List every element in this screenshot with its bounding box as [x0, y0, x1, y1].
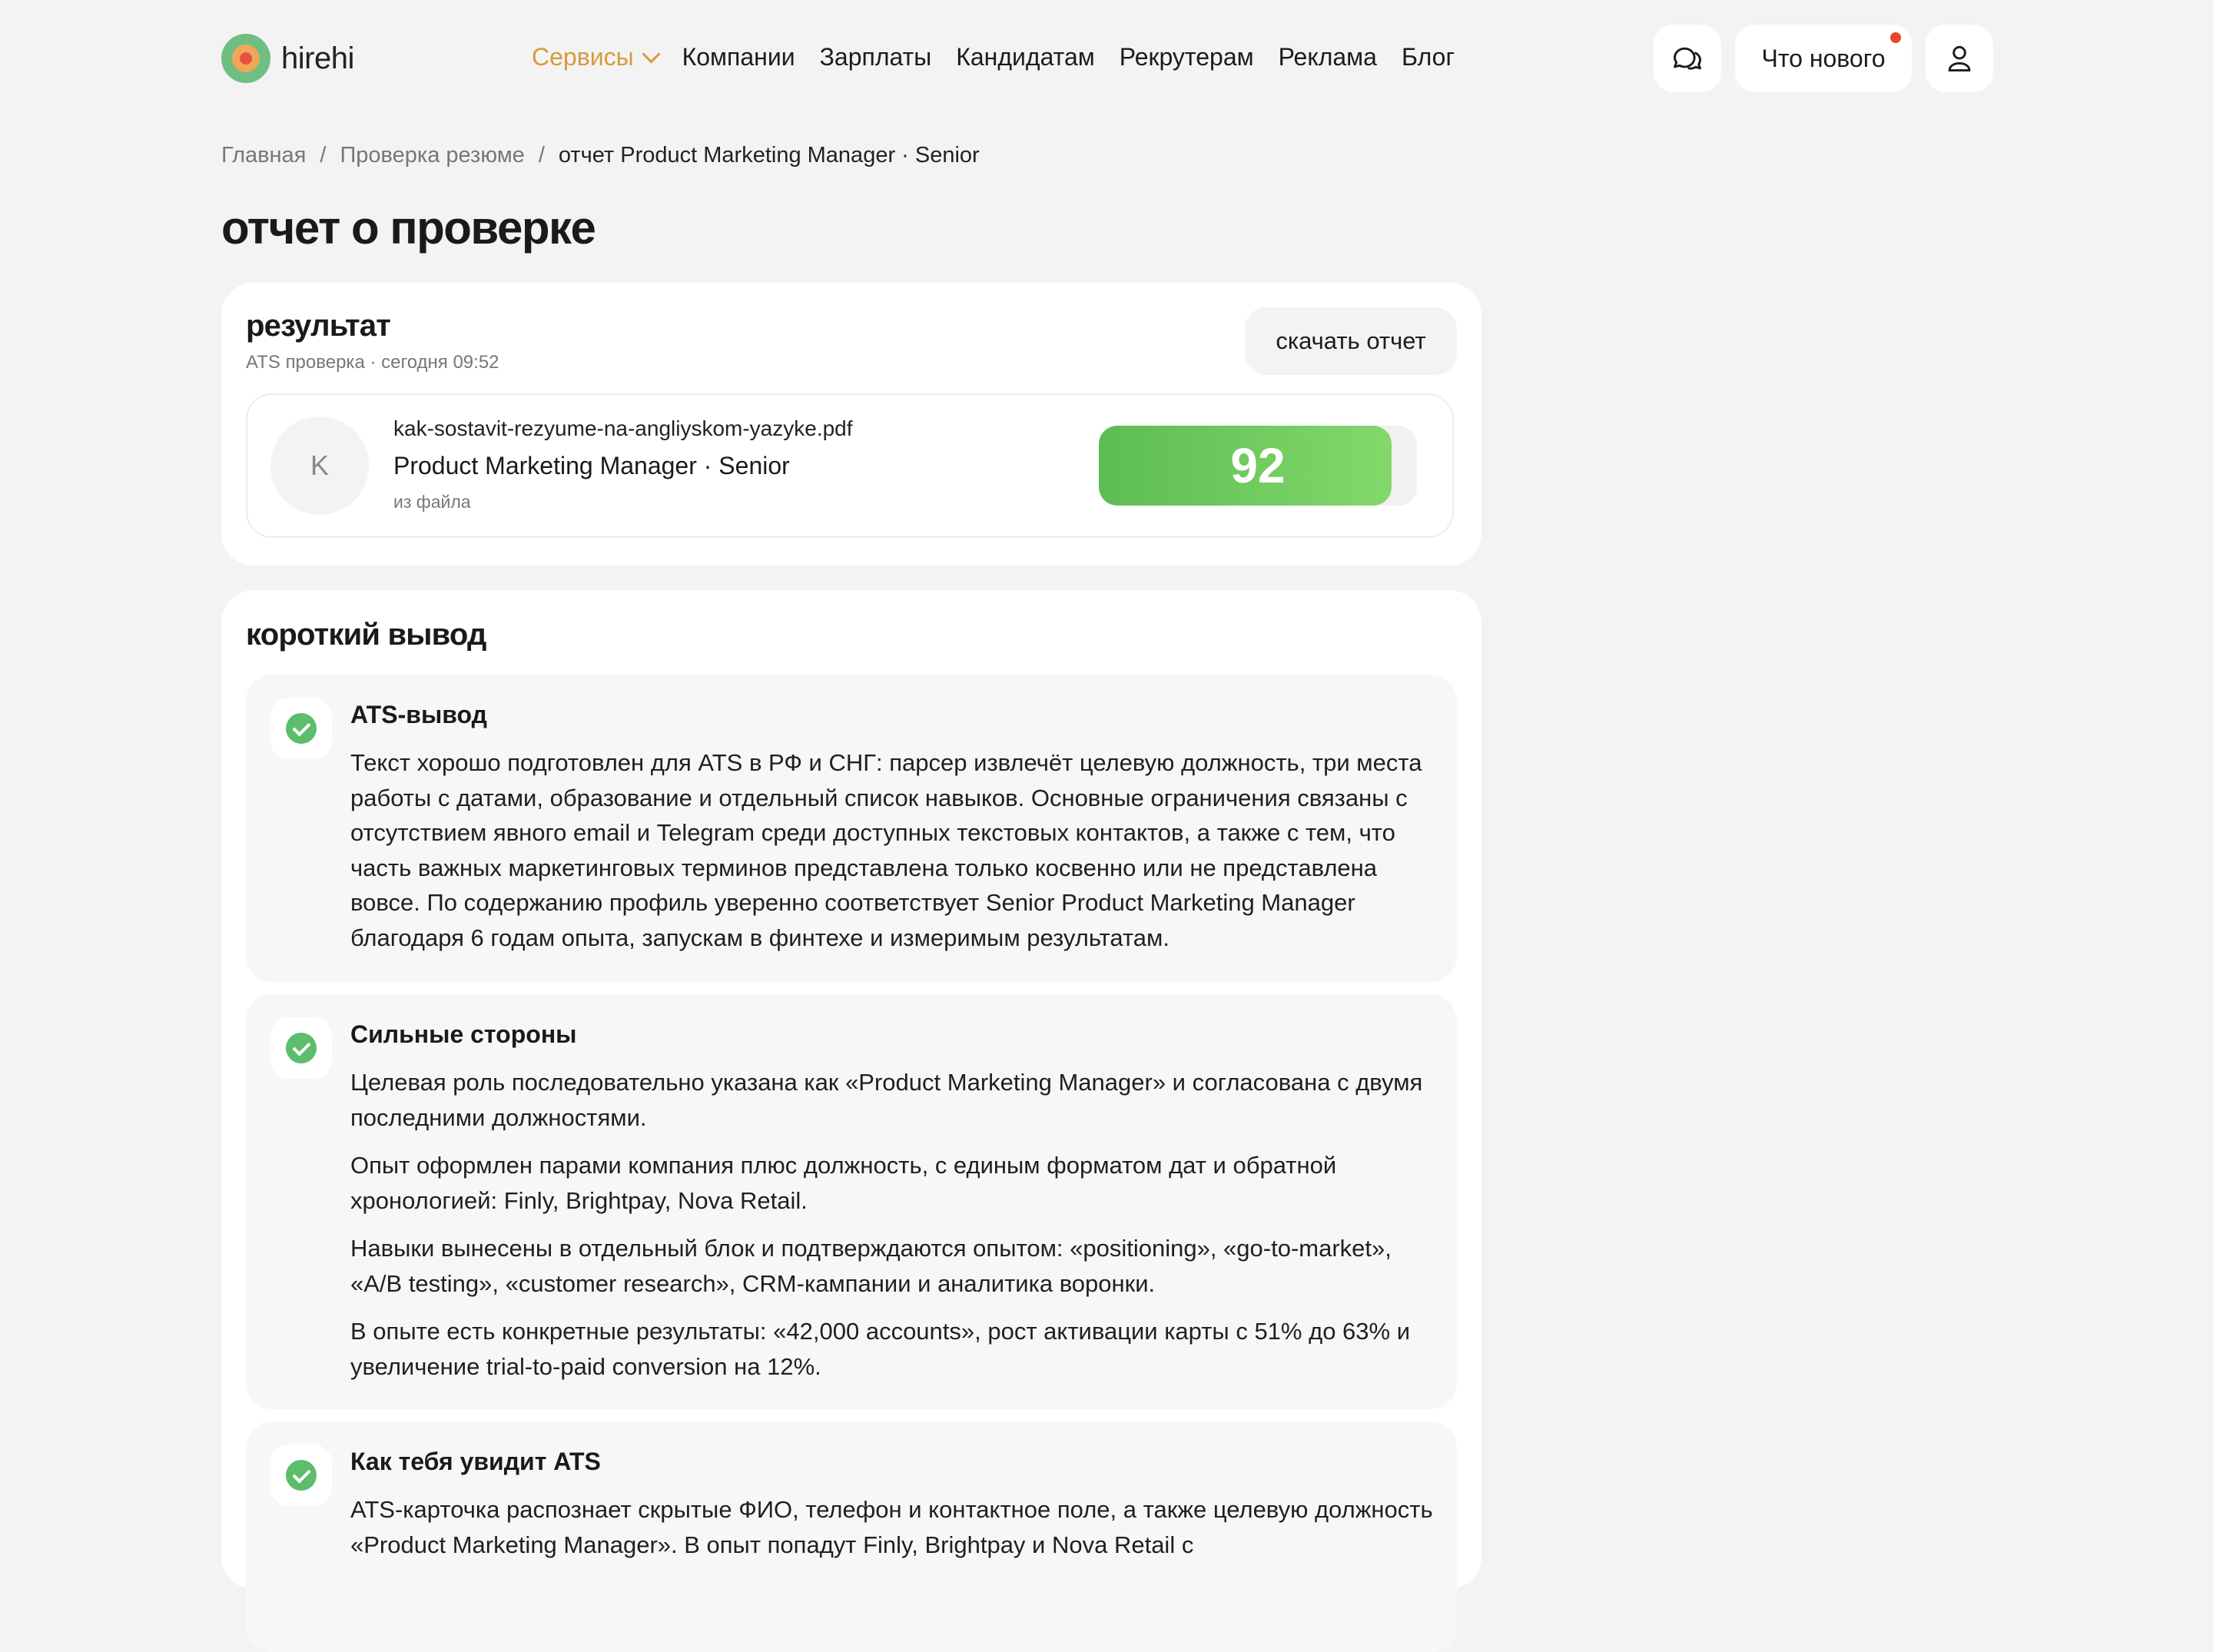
profile-button[interactable] — [1926, 25, 1993, 92]
file-role: Product Marketing Manager · Senior — [393, 452, 790, 479]
section-body — [350, 1492, 1434, 1575]
score-bar — [1099, 426, 1417, 506]
section-paragraph: Опыт оформлен парами компания плюс должность, с единым форматом дат и обратной хронологией: Finly, Brightpay, Nova Retail. — [350, 1152, 1337, 1214]
breadcrumb-separator: / — [320, 143, 327, 168]
breadcrumb-current: отчет Product Marketing Manager · Senior — [558, 143, 980, 168]
check-icon — [286, 1460, 317, 1491]
section-paragraph: Целевая роль последовательно указана как «Product Marketing Manager» и согласована с двумя последними должностями. — [350, 1069, 1423, 1131]
nav-candidates[interactable]: Кандидатам — [956, 43, 1095, 71]
nav-services-label: Сервисы — [532, 43, 634, 71]
whats-new-label: Что нового — [1761, 44, 1886, 72]
section-paragraph: Навыки вынесены в отдельный блок и подтверждаются опытом: «positioning», «go-to-market», «A/B testing», «customer research», CRM-кампании и аналитика воронки. — [350, 1235, 1392, 1297]
chat-icon — [1671, 41, 1704, 75]
result-title: результат — [246, 309, 390, 343]
site-header — [0, 0, 2213, 117]
section-ats-summary — [246, 675, 1457, 982]
nav-companies[interactable]: Компании — [682, 43, 795, 71]
resume-file-row — [246, 393, 1454, 538]
download-report-button[interactable]: скачать отчет — [1245, 307, 1457, 375]
logo[interactable] — [221, 34, 354, 83]
section-title: Как тебя увидит ATS — [350, 1448, 601, 1475]
main-nav — [532, 43, 1479, 71]
nav-advertising[interactable]: Реклама — [1278, 43, 1377, 71]
check-badge — [270, 698, 332, 759]
breadcrumb-separator: / — [538, 143, 545, 168]
summary-card — [221, 590, 1481, 1589]
section-body — [350, 745, 1434, 968]
user-icon — [1943, 41, 1976, 75]
section-paragraph: ATS-карточка распознает скрытые ФИО, телефон и контактное поле, а также целевую должность «Product Marketing Manager». В опыт попадут Finly, Brightpay и Nova Retail с — [350, 1496, 1433, 1558]
file-source: из файла — [393, 492, 471, 512]
result-card — [221, 283, 1481, 566]
check-icon — [286, 1033, 317, 1063]
nav-recruiters[interactable]: Рекрутерам — [1119, 43, 1254, 71]
section-body — [350, 1065, 1434, 1397]
logo-icon — [221, 34, 270, 83]
file-name: kak-sostavit-rezyume-na-angliyskom-yazyke.pdf — [393, 416, 853, 440]
summary-title: короткий вывод — [246, 618, 486, 652]
avatar: K — [270, 416, 369, 515]
section-title: Сильные стороны — [350, 1020, 577, 1048]
logo-text: hirehi — [281, 41, 354, 75]
section-paragraph: В опыте есть конкретные результаты: «42,000 accounts», рост активации карты с 51% до 63% и увеличение trial-to-paid conversion на 12%. — [350, 1318, 1411, 1380]
notification-dot — [1890, 32, 1901, 43]
result-subtitle: ATS проверка · сегодня 09:52 — [246, 352, 499, 373]
chat-button[interactable] — [1654, 25, 1721, 92]
nav-blog[interactable]: Блог — [1401, 43, 1455, 71]
breadcrumb-home[interactable]: Главная — [221, 143, 307, 168]
section-strengths — [246, 994, 1457, 1409]
breadcrumb — [221, 143, 980, 168]
section-paragraph: Текст хорошо подготовлен для ATS в РФ и СНГ: парсер извлечёт целевую должность, три места работы с датами, образование и отдельный список навыков. Основные ограничения связаны с отсутствием явного email и Telegram среди доступных текстовых контактов, а также с тем, что часть важных маркетинговых терминов представлена только косвенно или не представлена вовсе. По содержанию профиль уверенно соответствует Senior Product Marketing Manager благодаря 6 годам опыта, запускам в финтехе и измеримым результатам. — [350, 749, 1422, 951]
score-value: 92 — [1230, 438, 1286, 493]
check-badge — [270, 1445, 332, 1506]
section-ats-view — [246, 1421, 1457, 1652]
whats-new-button[interactable] — [1735, 25, 1912, 92]
chevron-down-icon — [642, 45, 660, 63]
nav-salaries[interactable]: Зарплаты — [819, 43, 932, 71]
check-badge — [270, 1017, 332, 1079]
section-title: ATS-вывод — [350, 701, 487, 728]
nav-services[interactable] — [532, 43, 658, 71]
check-icon — [286, 713, 317, 744]
breadcrumb-resume-check[interactable]: Проверка резюме — [340, 143, 525, 168]
page-title: отчет о проверке — [221, 202, 596, 254]
